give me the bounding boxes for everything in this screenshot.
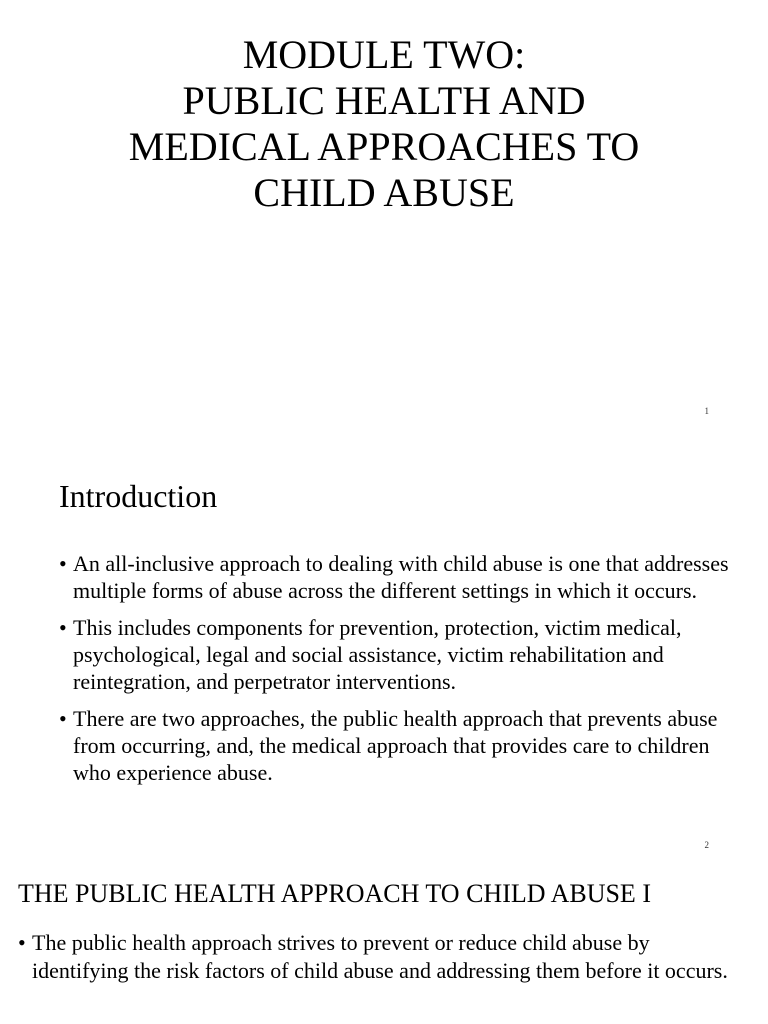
bullet-list bbox=[59, 550, 739, 796]
title-line: MEDICAL APPROACHES TO bbox=[128, 124, 640, 169]
slide-1-title bbox=[0, 32, 768, 216]
slide-2-title: Introduction bbox=[59, 478, 218, 514]
bullet-item: • The public health approach strives to prevent or reduce child abuse by identifying the risk factors of child abuse and addressing them before it occurs. bbox=[18, 929, 738, 985]
slide-number: 2 bbox=[704, 840, 709, 850]
slide-3 bbox=[0, 864, 768, 1024]
bullet-item: • This includes components for prevention, protection, victim medical, psychological, legal and social assistance, victim rehabilitation and reintegration, and perpetrator interventions. bbox=[59, 614, 739, 695]
slide-2 bbox=[0, 432, 768, 864]
slide-3-title: THE PUBLIC HEALTH APPROACH TO CHILD ABUSE I bbox=[18, 879, 651, 908]
bullet-list bbox=[18, 929, 738, 985]
bullet-item: • There are two approaches, the public health approach that prevents abuse from occurring, and, the medical approach that provides care to children who experience abuse. bbox=[59, 705, 739, 786]
title-line: CHILD ABUSE bbox=[253, 170, 515, 215]
slide-1 bbox=[0, 0, 768, 432]
bullet-item: • An all-inclusive approach to dealing with child abuse is one that addresses multiple forms of abuse across the different settings in which it occurs. bbox=[59, 550, 739, 604]
title-line: MODULE TWO: bbox=[242, 32, 526, 77]
title-line: PUBLIC HEALTH AND bbox=[182, 78, 586, 123]
slide-number: 1 bbox=[704, 406, 709, 416]
